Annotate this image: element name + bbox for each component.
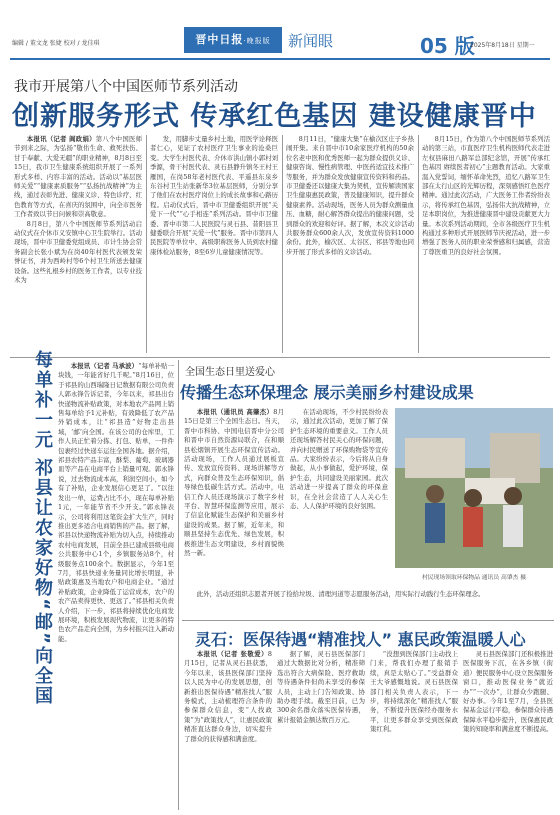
logo-text: 晋中日报 <box>195 33 244 46</box>
bottom-column-3 <box>370 650 458 810</box>
lead-col1-p2: 8月8日，第八个中国医师节系列活动启动仪式在介休市义安镇中心卫生院举行。活动现场，晋中市卫健委党组成员、市计生协会常务副会长张小斌为在岗40年村医代表颁发荣誉证书，并为西岭村等6个村卫生所送去健康设备。这些礼根乡村的医务工作者，以专业技术为 <box>14 219 142 285</box>
top-rule <box>10 58 550 60</box>
left-article-title: 每单补一元 祁县让农家好物“邮”向全国 <box>32 350 53 706</box>
photo-caption: 村民现场领取环保物品 通讯员 高肇杰 摄 <box>421 575 527 581</box>
lead-column-4 <box>422 135 550 353</box>
lead-col1-p1: 第八个中国医师节到来之际，为弘扬“敬佑生命、救死扶伤、甘于奉献、大爱无疆”的职业精神，8月8日至15日，我市卫生健康系统组织开展了一系列形式多样、内容丰富的活动。活动以“基层医师关爱”“健康素质服务”“弘扬抗战精神”为主线，通过表彰先进、健康义诊、特色诊疗、红色教育等方式，在喜庆的氛围中，向全市医务工作者致以节日问候和崇高敬意。 <box>14 135 142 219</box>
column-rule <box>282 135 283 353</box>
logo-sub: ·晚报版 <box>243 37 271 45</box>
bottom-byline: 本报讯（记者 张敬爱） <box>196 650 268 658</box>
bottom-column-4 <box>463 650 553 810</box>
left-article-byline: 本报讯（记者 马承波） <box>70 362 139 370</box>
section-divider <box>10 357 550 358</box>
mid-column-2 <box>290 408 388 590</box>
mid-col2-text: 在活动现场，不少村民纷纷表示，通过此次活动，更加了解了保护生态环境的重要意义。工作人员还现场解答村民关心的环保问题，并向村民赠送了环保购物袋等宣传品。大家纷纷表示，今后将从自身做起，从小事做起，爱护环境，保护生态，共同建设美丽家园。此次活动进一步提高了群众的环保意识，在全社会营造了人人关心生态、人人保护环境的良好氛围。 <box>290 408 388 511</box>
mid-column-3 <box>184 590 554 618</box>
bottom-headline: 灵石：医保待遇“精准找人” 惠民政策温暖人心 <box>195 630 526 649</box>
newspaper-logo <box>184 27 282 53</box>
mid-column-1 <box>184 408 284 590</box>
date-line: 2025年8月18日 星期一 <box>470 42 535 49</box>
left-article-body <box>58 362 174 808</box>
bottom-column-2 <box>277 650 365 810</box>
lead-kicker: 我市开展第八个中国医师节系列活动 <box>14 79 238 95</box>
editors-line: 编辑 / 董文龙 张婕 校对 / 龙佳琪 <box>12 40 100 47</box>
lead-col2-text: 发，用脚步丈量乡村土地，用医学诠释医者仁心，见证了农村医疗卫生事业的沧桑巨变。大学生村医代表、介休市洪山镇小郭村刘季源，骨干村医代表、灵石县静升镇冬王村王雁国，在岗58年老村医代表、平遥县东泉乡东谷村卫生站张新华3位基层医师，分别分享了他们在农村医疗岗位上的成长故事和心路历程。启动仪式后，晋中市卫健委组织开展“关爱下一代”“心手相连”系列活动。晋中市卫健委、晋中市第二人民医院与灵石县、昔阳县卫健委联合开展“关爱一代”服务。晋中市第四人民医院等单位中、高级职称医务人员到农村健康体检站服务，8至6岁儿童健康情况等。 <box>150 135 278 256</box>
mid-col3-text: 此外，活动还组织志愿者开展了捡拾垃圾、清理河道等志愿服务活动，用实际行动践行生态环保理念。 <box>196 590 485 598</box>
lead-column-2 <box>150 135 278 353</box>
column-rule <box>418 135 419 353</box>
section-name: 新闻眼 <box>288 32 334 50</box>
lead-column-3 <box>286 135 414 353</box>
mid-byline: 本报讯（通讯员 高肇杰） <box>196 408 274 416</box>
mid-kicker: 全国生态日里送爱心 <box>185 367 275 378</box>
page-number: 05 版 <box>420 34 475 58</box>
left-article-text: “每单补贴一块钱，一年能省好几千呢。”8月16日，位于祁县的山西瑞隆日记数据有限公司负责人郭永锋告诉记者，今年以来，祁县出台快递物流补贴政策，对本地农产品网上销售每单给予1元补贴，有效降低了农产品外销成本，让“祁县造”好物走出县域，‘邮’向全国。在该公司的仓库里，工作人员正忙着分拣、打包、贴单，一件件包裹经过快递车运往全国各地。据介绍，祁县农特产品丰富，酥梨、葡萄、玻璃器皿等产品在电商平台上销量可观。郭永锋说，过去物流成本高，利润空间小，如今有了补贴，企业发展信心更足了。“以往发出一单，运费占比不小，现在每单补贴1元，一年能节省不少开支。”郭永锋表示，公司将利用这笔资金扩大生产，同时推出更多适合电商销售的产品。据了解，祁县以快递物流补贴为切入点，持续推动农村电商发展，目前全县已建成县级电商公共服务中心1个，乡镇服务站8个，村级服务点100余个。数据显示，今年1至7月，祁县快递业务量同比增长明显，补贴政策惠及当地农户和电商企业。“通过补贴政策，企业降低了运营成本，农户的农产品卖得更快、更远了。”祁县相关负责人介绍，下一步，祁县将持续优化电商发展环境，积极发展现代物流，让更多的特色农产品走向全国，为乡村振兴注入新动能。 <box>58 362 174 643</box>
bottom-col1-text: 8月15日，记者从灵石县获悉，今年以来，该县医保部门坚持以人民为中心的发展思想，创新推出医保待遇“精准找人”服务模式，主动梳理符合条件的参保群众信息，变“人找政策”为“政策找人”，让惠民政策精准直达群众身边，切实提升了群众的获得感和满意度。 <box>184 650 272 743</box>
lead-column-1 <box>14 135 142 353</box>
mid-col1-text: 8月15日是第三个全国生态日。当天，晋中市科协、中国电信晋中分公司和晋中市自然资源局联合，在和顺县松烟镇开展生态环保宣传活动。活动现场，工作人员通过展板宣传、发放宣传资料、现场讲解等方式，向群众普及生态环保知识，倡导绿色低碳生活方式。活动中，电信工作人员还现场演示了数字乡村平台、智慧环保监测等应用，展示了信息化赋能生态保护和美丽乡村建设的成果。据了解，近年来，和顺县坚持生态优先、绿色发展，积极推进生态文明建设，乡村面貌焕然一新。 <box>184 408 284 558</box>
lead-col4-text: 8月15日，作为第八个中国医师节系列活动的第三站，市直医疗卫生机构医师代表走进左权县麻田八路军总部纪念馆，开展“传承红色基因 赓续医者初心”主题教育活动。大家重温入党誓词，缅怀革命先烈，追忆八路军卫生部在太行山区的光辉历程，深刻感悟红色医疗精神。通过此次活动，广大医务工作者纷纷表示，将传承红色基因，弘扬伟大抗战精神，立足本职岗位，为推进健康晋中建设贡献更大力量。本次系列活动期间，全市各级医疗卫生机构通过多种形式开展医师节庆祝活动，进一步增强了医务人员的职业荣誉感和归属感，营造了尊医重卫的良好社会氛围。 <box>422 135 550 256</box>
village-photo <box>395 408 553 568</box>
bottom-col4-text: 灵石县医保部门还积极推进医保服务下沉，在各乡镇（街道）便民服务中心设立医保服务窗口，推动医保业务“就近办”“一次办”，让群众少跑腿、好办事。今年1至7月，全县医保基金运行平稳，参保群众待遇保障水平稳步提升，医保惠民政策的知晓率和满意度不断提高。 <box>463 650 553 734</box>
bottom-column-1 <box>184 650 272 810</box>
lead-headline: 创新服务形式 传承红色基因 建设健康晋中 <box>12 101 537 132</box>
masthead <box>0 0 560 80</box>
section-divider <box>182 620 554 621</box>
bottom-col2-text: 据了解，灵石县医保部门通过大数据比对分析，精准筛选出符合大病保险、医疗救助等待遇条件但尚未享受的参保人员，主动上门告知政策、协助办理手续。截至目前，已为300余名群众落实医保待遇，累计报销金额达数百万元。 <box>277 650 365 724</box>
lead-byline: 本报讯（记者 阎政娟） <box>26 135 96 143</box>
column-rule <box>178 360 179 810</box>
lead-col3-text: 8月11日，“健康大集”在榆次区庄子乡热闹开集。来自晋中市10余家医疗机构的50余位名老中医和优秀医师一起为群众提供义诊、健康咨询、慢性病管理、中医药适宜技术推广等服务，并为群众发放健康宣传资料和药品。市卫健委还以健康大集为契机，宣传解读国家卫生健康惠民政策，普及健康知识，提升群众健康素养。活动现场，医务人员为群众测量血压、血糖，耐心解答群众提出的健康问题，受到群众的欢迎和好评。据了解，本次义诊活动共服务群众600余人次，发放宣传资料1000余份。此外，榆次区、太谷区、祁县等地也同步开展了形式多样的义诊活动。 <box>286 135 414 256</box>
column-rule <box>146 135 147 353</box>
photo-illustration <box>395 408 553 568</box>
bottom-col3-text: “没想到医保部门主动找上门来，帮我们办理了报销手续，真是太贴心了。”受益群众王大爷感慨地说。灵石县医保部门相关负责人表示，下一步，将持续深化“精准找人”服务，不断提升医保经办服务水平，让更多群众享受到医保政策红利。 <box>370 650 458 734</box>
mid-headline: 传播生态环保理念 展示美丽乡村建设成果 <box>180 383 474 402</box>
